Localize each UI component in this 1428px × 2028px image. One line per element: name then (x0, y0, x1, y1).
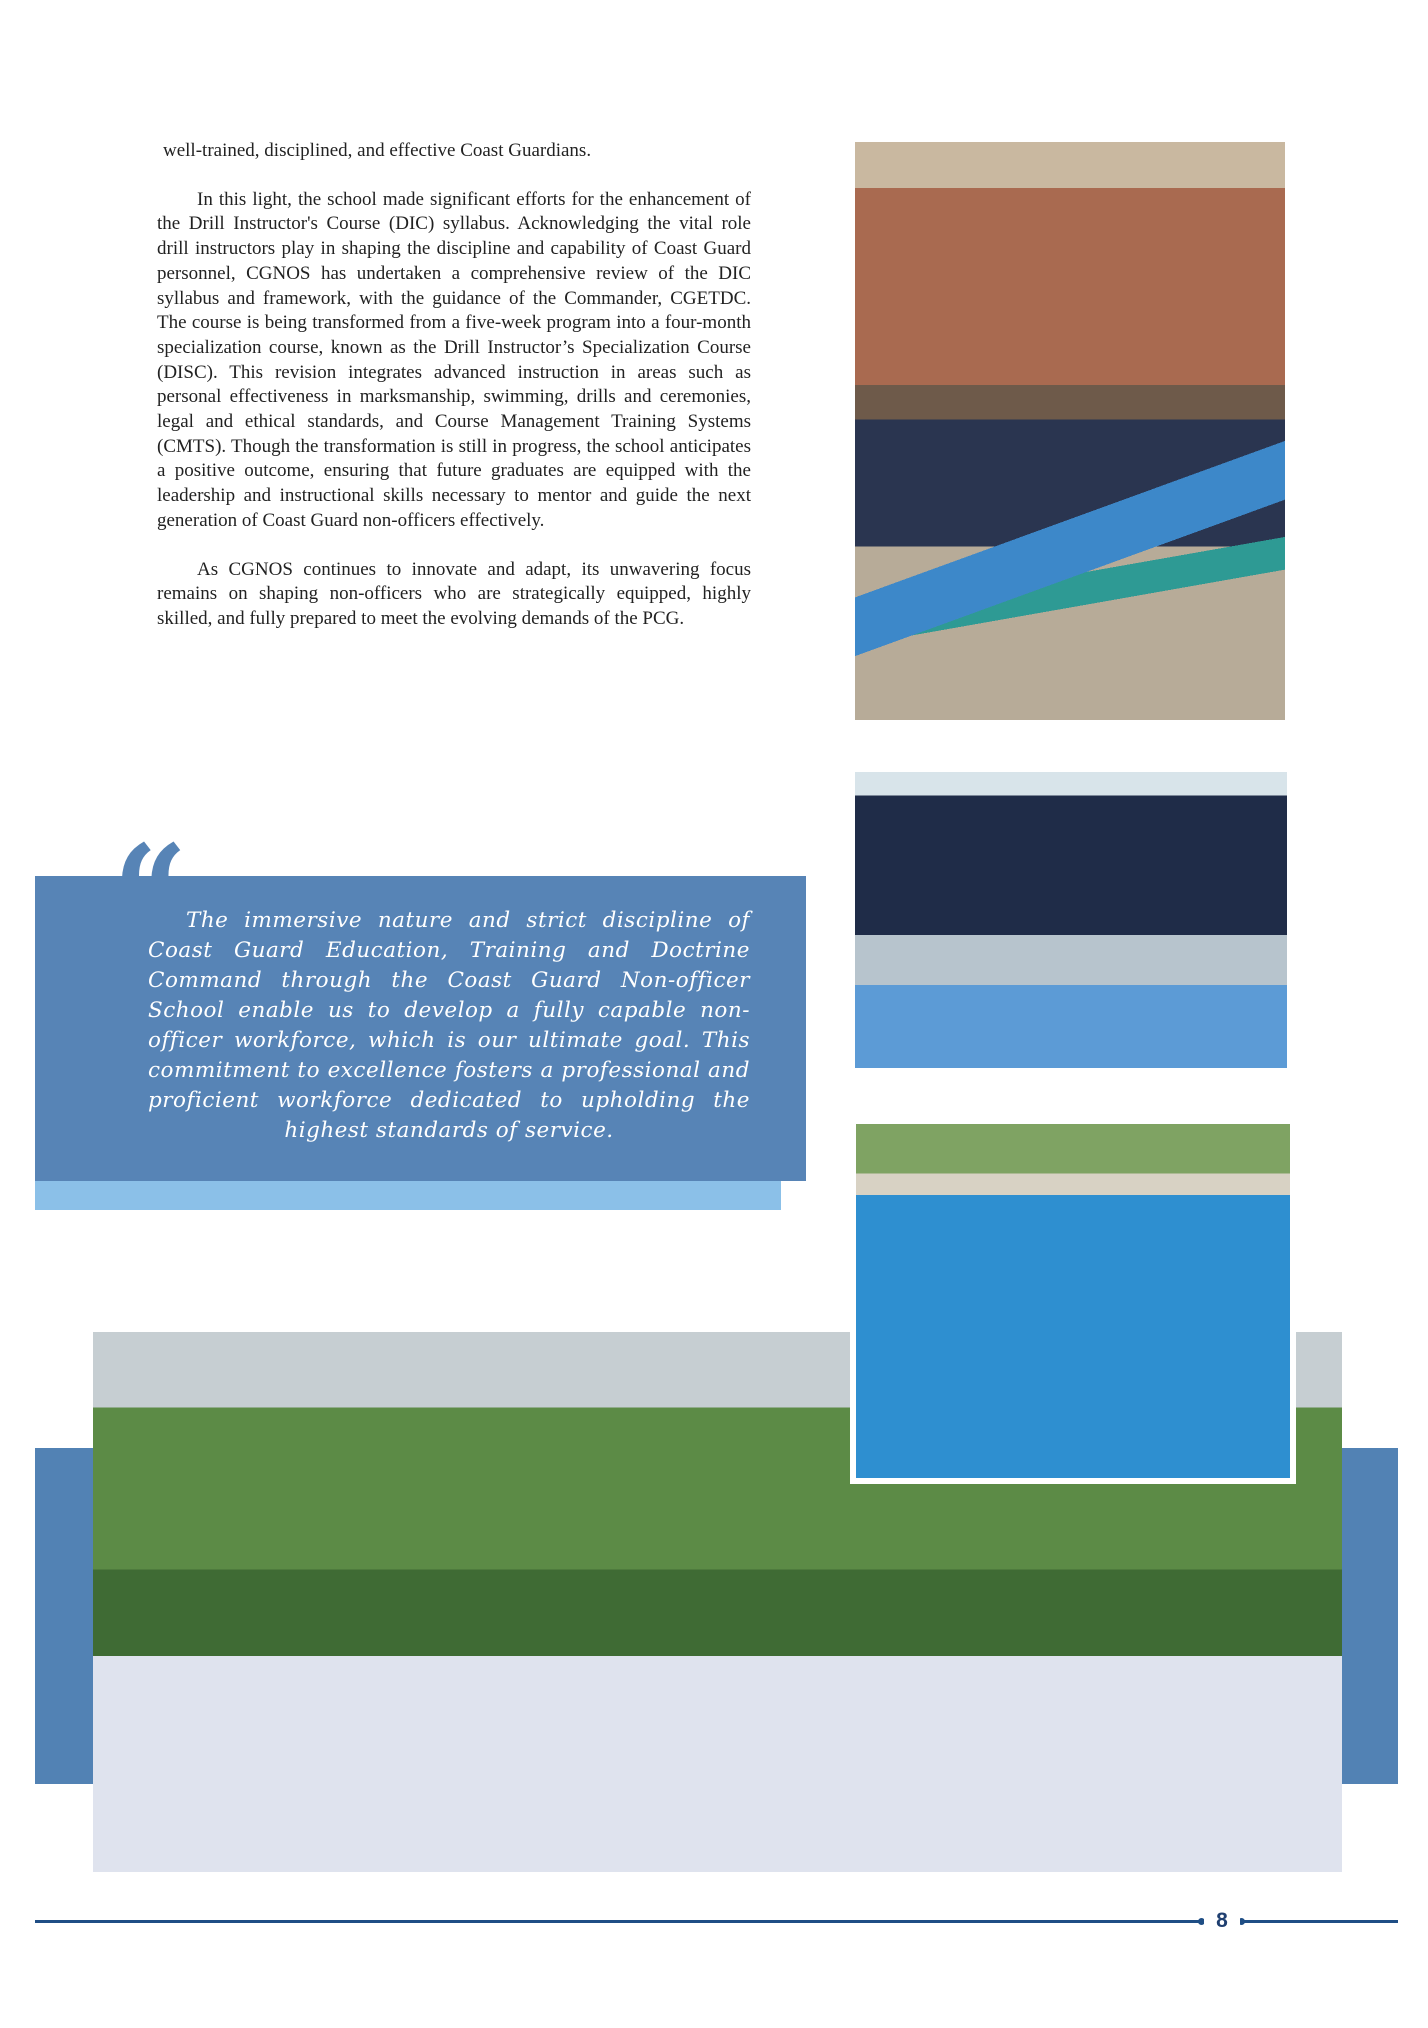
page-number: 8 (1204, 1905, 1240, 1937)
paragraph-disc-syllabus: In this light, the school made significant efforts for the enhancement of the Drill Instructor's Course (DIC) syllabus. Acknowledging the vital role drill instructors play in shaping the discipline and capability of Coast Guard personnel, CGNOS has undertaken a comprehensive review of the DIC syllabus and framework, with the guidance of the Commander, CGETDC. The course is being transformed from a five-week program into a four-month specialization course, known as the Drill Instructor’s Specialization Course (DISC). This revision integrates advanced instruction in areas such as personal effectiveness in marksmanship, swimming, drills and ceremonies, legal and ethical standards, and Course Management Training Systems (CMTS). Though the transformation is still in progress, the school anticipates a positive outcome, ensuring that future graduates are equipped with the leadership and instructional skills necessary to mentor and guide the next generation of Coast Guard non-officers effectively. (157, 188, 751, 531)
footer-rule (35, 1920, 1398, 1923)
paragraph-conclusion: As CGNOS continues to innovate and adapt, its unwavering focus remains on shaping non-officers who are strategically equipped, highly skilled, and fully prepared to meet the evolving demands of the PCG. (157, 558, 751, 629)
paragraph-continuation: well-trained, disciplined, and effective Coast Guardians. (163, 140, 592, 161)
quote-box-shadow (35, 1180, 781, 1210)
photo-swimming-training-image (856, 1124, 1290, 1478)
photo-defensive-tactics-training (855, 772, 1287, 1068)
decorative-bar-left (35, 1448, 93, 1784)
quote-mark-icon: “ (113, 816, 188, 969)
article-body (157, 139, 751, 656)
photo-marksmanship-drill (855, 142, 1285, 720)
decorative-bar-right (1342, 1448, 1398, 1784)
pull-quote-text: The immersive nature and strict discipline of Coast Guard Education, Training and Doctrine Command through the Coast Guard Non-officer School enable us to develop a fully capable non-officer workforce, which is our ultimate goal. This commitment to excellence fosters a professional and proficient workforce dedicated to upholding the highest standards of service. (148, 908, 750, 1143)
photo-swimming-training (850, 1118, 1296, 1484)
